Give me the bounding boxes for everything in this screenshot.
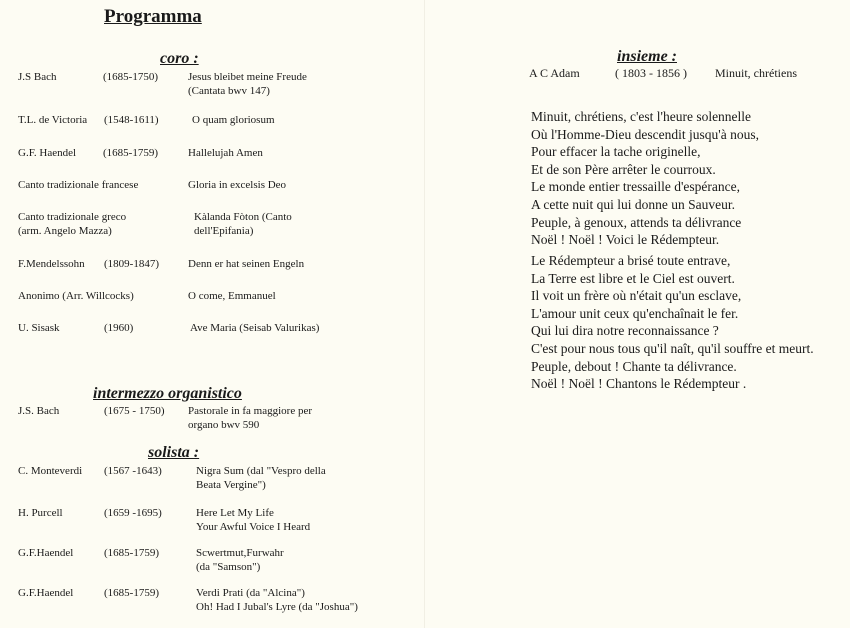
lyric-line: Il voit un frère où n'était qu'un esclave, xyxy=(531,288,742,304)
years: (1567 -1643) xyxy=(104,465,162,477)
composer: T.L. de Victoria xyxy=(18,114,88,126)
piece xyxy=(194,210,419,238)
piece xyxy=(196,546,421,574)
lyric-line: Pour effacer la tache originelle, xyxy=(531,144,701,160)
lyric-line: L'amour unit ceux qu'enchaînait le fer. xyxy=(531,305,739,321)
piece-line: Jesus bleibet meine Freude xyxy=(188,71,307,83)
lyric-line: Le monde entier tressaille d'espérance, xyxy=(531,179,740,195)
piece: Denn er hat seinen Engeln xyxy=(188,258,305,270)
years: (1960) xyxy=(104,322,134,334)
lyric-line: Noël ! Noël ! Voici le Rédempteur. xyxy=(531,232,720,248)
piece-line: (Cantata bwv 147) xyxy=(188,85,270,97)
piece-line: organo bwv 590 xyxy=(188,419,260,431)
composer: J.S Bach xyxy=(18,71,57,83)
piece: Ave Maria (Seisab Valurikas) xyxy=(190,322,320,334)
composer: Anonimo (Arr. Willcocks) xyxy=(18,290,134,302)
lyrics-stanza-2 xyxy=(531,252,814,393)
piece-line: dell'Epifania) xyxy=(194,225,254,237)
piece-line: Here Let My Life xyxy=(196,507,274,519)
piece xyxy=(196,506,421,534)
piece: Gloria in excelsis Deo xyxy=(188,179,287,191)
piece-line: Beata Vergine") xyxy=(196,479,266,491)
section-intermezzo-heading: intermezzo organistico xyxy=(93,385,242,402)
composer: G.F.Haendel xyxy=(18,587,74,599)
composer: U. Sisask xyxy=(18,322,60,334)
lyrics-stanza-1 xyxy=(531,108,759,249)
piece-line: Oh! Had I Jubal's Lyre (da "Joshua") xyxy=(196,601,358,613)
years: ( 1803 - 1856 ) xyxy=(615,66,687,80)
piece xyxy=(196,586,421,614)
composer: G.F. Haendel xyxy=(18,147,77,159)
piece-line: Kàlanda Fòton (Canto xyxy=(194,211,292,223)
piece: O quam gloriosum xyxy=(192,114,275,126)
right-page xyxy=(425,0,850,628)
piece xyxy=(188,70,413,98)
piece-line: Verdi Prati (da "Alcina") xyxy=(196,587,305,599)
piece-line: Nigra Sum (dal "Vespro della xyxy=(196,465,326,477)
lyric-line: Où l'Homme-Dieu descendit jusqu'à nous, xyxy=(531,126,759,142)
piece: Minuit, chrétiens xyxy=(715,66,797,80)
years: (1685-1750) xyxy=(103,71,158,83)
composer: H. Purcell xyxy=(18,507,63,519)
lyric-line: Noël ! Noël ! Chantons le Rédempteur . xyxy=(531,376,747,392)
piece-line: Pastorale in fa maggiore per xyxy=(188,405,313,417)
piece: Hallelujah Amen xyxy=(188,147,263,159)
piece xyxy=(188,404,413,432)
section-insieme-heading: insieme : xyxy=(617,48,677,65)
years: (1685-1759) xyxy=(104,547,159,559)
lyric-line: Minuit, chrétiens, c'est l'heure solennelle xyxy=(531,109,752,124)
lyric-line: Qui lui dira notre reconnaissance ? xyxy=(531,323,719,339)
composer: A C Adam xyxy=(529,66,580,80)
years: (1685-1759) xyxy=(104,587,159,599)
composer: F.Mendelssohn xyxy=(18,258,85,270)
piece: O come, Emmanuel xyxy=(188,290,276,302)
lyric-line: La Terre est libre et le Ciel est ouvert. xyxy=(531,270,735,286)
years: (1685-1759) xyxy=(103,147,158,159)
years: (1548-1611) xyxy=(104,114,159,126)
composer-line: Canto tradizionale greco xyxy=(18,211,127,223)
lyric-line: Peuple, debout ! Chante ta délivrance. xyxy=(531,358,737,374)
composer xyxy=(18,210,193,238)
lyric-line: A cette nuit qui lui donne un Sauveur. xyxy=(531,196,735,212)
composer: G.F.Haendel xyxy=(18,547,74,559)
lyric-line: Le Rédempteur a brisé toute entrave, xyxy=(531,253,731,268)
piece-line: Scwertmut,Furwahr xyxy=(196,547,284,559)
section-coro-heading: coro : xyxy=(160,50,199,67)
section-solista-heading: solista : xyxy=(148,444,200,461)
arranger: (arm. Angelo Mazza) xyxy=(18,225,112,237)
composer: C. Monteverdi xyxy=(18,465,83,477)
lyric-line: C'est pour nous tous qu'il naît, qu'il souffre et meurt. xyxy=(531,340,814,356)
page-title: Programma xyxy=(104,6,202,27)
years: (1675 - 1750) xyxy=(104,405,165,417)
composer: J.S. Bach xyxy=(18,405,60,417)
years: (1659 -1695) xyxy=(104,507,162,519)
years: (1809-1847) xyxy=(104,258,159,270)
piece-line: (da "Samson") xyxy=(196,561,261,573)
piece xyxy=(196,464,421,492)
lyric-line: Et de son Père arrêter le courroux. xyxy=(531,161,716,177)
lyric-line: Peuple, à genoux, attends ta délivrance xyxy=(531,214,742,230)
composer: Canto tradizionale francese xyxy=(18,179,139,191)
piece-line: Your Awful Voice I Heard xyxy=(196,521,311,533)
